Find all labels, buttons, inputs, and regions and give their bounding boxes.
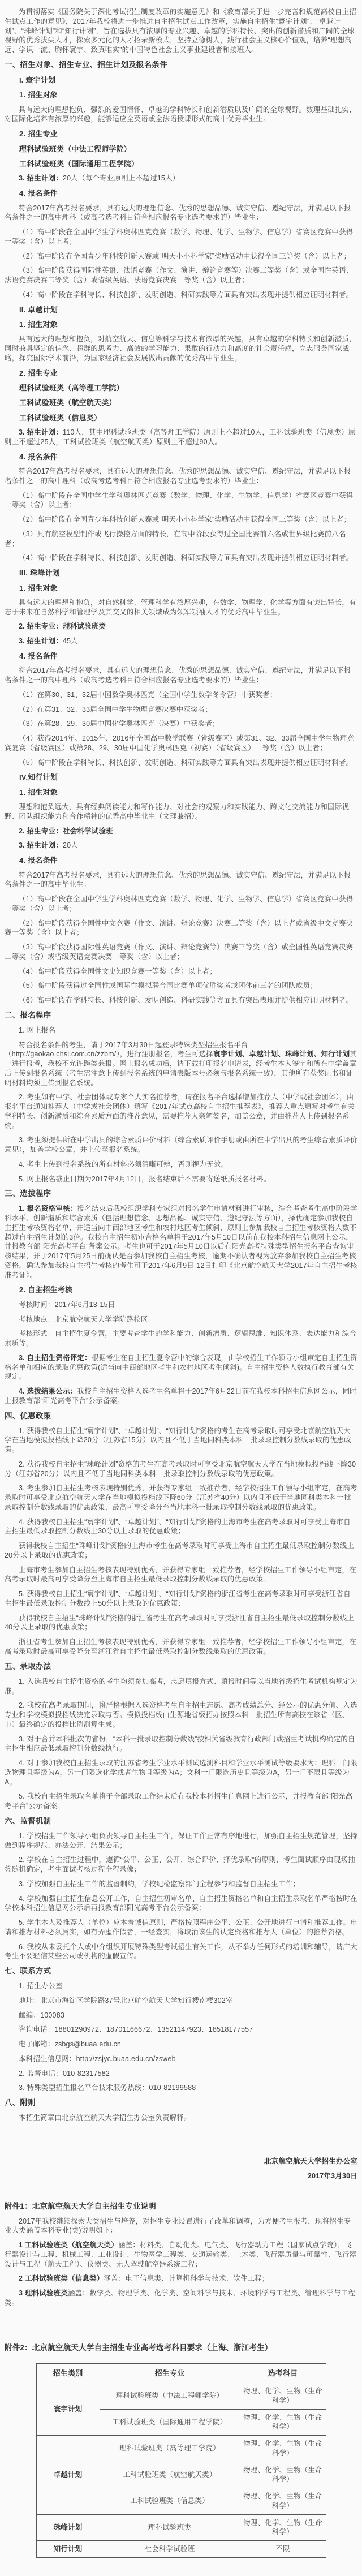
paragraph [5, 1894, 357, 1913]
paragraph [5, 1942, 357, 1962]
text: 3. 对于合并本科批次的省份，“本科一批录取控制分数线”按相关省级教育行政部门或招生考试机构确定的自主招生相应最低录取控制分数线执行。 [5, 1735, 355, 1753]
text: 4. 考生上传到报名系统的所有材料必须清晰可辨，否则视为无效。 [19, 1160, 229, 1168]
major-cell: 社会科学试验班 [100, 2541, 240, 2558]
bold-text: 3. 招生计划： [19, 637, 63, 646]
table-header-row [36, 2363, 326, 2383]
plan-category-cell: 珠峰计划 [36, 2514, 100, 2541]
text: （4）高中阶段在学科特长、科技创新、发明创造、科研实践等方面具有突出表现并提供相应证明材料者。 [19, 554, 354, 562]
paragraph [5, 428, 357, 447]
paragraph [5, 2289, 357, 2308]
section-5-heading [5, 1662, 357, 1672]
paragraph [5, 2217, 357, 2236]
text: （2）高中阶段获得全国性中文竞赛（作文、演讲、辩论竞赛）决赛二等奖（含）以上者或省级中文竞赛决赛一等奖（含）以上者； [5, 919, 354, 937]
paragraph [5, 967, 357, 977]
bold-text: 2 工科试验班类（信息类） [19, 2274, 104, 2283]
text: 根据考生在自主招生夏令营中的综合表现，由学校招生工作领导小组审定自主招生资格名单和相应的录取优惠政策(适当向中西部地区考生和农村地区考生倾斜)。自主招生资格人数执行教育部有关规定。 [5, 1353, 357, 1381]
text: 五、录取办法 [5, 1662, 51, 1671]
paragraph [5, 1329, 357, 1348]
sub-heading [5, 144, 357, 154]
text: 3. 考生参加自主招生考核表现特别优秀，并获得专家组一致推荐者，经学校招生工作领导小组审定，在高考录取时可享受北京航空航天大学在当地模拟投档线下降60分（江苏省40分）以内且不低于当地同科类本科一批录取控制分数线录取的优惠政策，最高可享受降分至当地本科一批录取控制分数线录取的优惠政策。 [5, 1484, 357, 1511]
text: （1）高中阶段在全国中学生学科奥林匹克竞赛（数学、物理、化学、生物学、信息学）省赛区竞赛中获得一等奖（含）以上者； [5, 228, 354, 246]
section-7-heading [5, 1966, 357, 1976]
paragraph [5, 1566, 357, 1585]
bold-text: 3. 招生计划： [19, 428, 63, 437]
paragraph [5, 515, 357, 524]
paragraph [5, 105, 357, 124]
text: 本招生简章由北京航空航天大学招生办公室负责解释。 [19, 2114, 191, 2122]
text: 1. 招生对象 [19, 320, 58, 329]
sub-heading [5, 90, 357, 100]
section-6-heading [5, 1816, 357, 1826]
text: 1. 入选我校自主招生资格的考生均须参加高考，志愿填报方式、填报时间等以当地省级招生考试机构规定为准。 [5, 1677, 357, 1695]
text: 5. 我校自主招生录取名单将于全部录取工作结束后在我校本科招生信息网上进行公示，并报教育部“阳光高考平台”公示备案。 [5, 1792, 353, 1810]
table-row [36, 2383, 326, 2410]
paragraph [5, 1541, 357, 1560]
text: 20人（每个专业原则上不超过15人） [63, 174, 180, 183]
text: （4）获得2014年、2015年、2016年全国高中数学联赛（省级赛区）或第31、32、33届全国中学生物理竞赛复赛（省级赛区）或第28、29、30届中国化学奥林匹克（初赛）（省级赛区）一等奖（含）以上者； [5, 734, 355, 752]
text: （4）高中阶段在学科特长、科技创新、发明创造、科研实践等方面具有突出表现并提供相应证明材料者。 [19, 290, 354, 299]
text: 北京航空航天大学招生办公室 [264, 2157, 357, 2165]
subjects-cell: 不限 [240, 2541, 326, 2558]
paragraph [5, 174, 357, 183]
text: （2）高中阶段在全国青少年科技创新大赛或“明天小小科学家”奖励活动中获得全国三等奖（含）以上者； [19, 252, 351, 260]
paragraph [5, 690, 357, 700]
text: 2. 学校在自主招生过程中，遵循“公平、公正、公开、综合评价、择优录取”的原则，考生面试顺序由现场抽签随机确定，考生面试考核过程全程录像； [5, 1856, 355, 1874]
plan-2-heading [5, 305, 357, 315]
major-cell: 理科试验班类（中法工程师学院） [100, 2383, 240, 2410]
bold-text: 1 工科试验班类（航空航天类） [19, 2241, 118, 2250]
text: （1）高中阶段在全国中学生学科奥林匹克竞赛（数学、物理、化学、生物学、信息学）省赛区竞赛中获得一等奖（含）以上者； [5, 491, 354, 509]
text: 涵盖：电子信息类、计算机科学与技术、软件工程； [104, 2274, 269, 2283]
plan-3-heading [5, 568, 357, 578]
email-line [5, 2040, 357, 2049]
hotline-line [5, 2083, 357, 2093]
bold-text: 1. 报名资格审核： [19, 1205, 77, 1213]
sub-heading [5, 413, 357, 423]
text: 八、附则 [5, 2098, 36, 2108]
table-row [36, 2541, 326, 2558]
sub-heading [5, 368, 357, 378]
text: 2. 自主招生考核 [19, 1285, 73, 1295]
plan-4-heading [5, 772, 357, 782]
text: 涵盖：数学类、物理学类、化学类、空间科学与技术、环境科学与工程类、管理科学与工程类。 [5, 2289, 356, 2307]
text: 4. 对于参加我校自主招生录取的江苏省考生学业水平测试选测科目和学业水平测试等级要求为：理科一门限选物理且等级为A，另一门限选化学或者生物且等级为A；文科一门限选历史且等级为A，另一门不限且等级为A。 [5, 1759, 357, 1786]
text: 附件1：北京航空航天大学自主招生专业说明 [5, 2201, 157, 2211]
signature-org [5, 2157, 357, 2166]
sub-heading [5, 320, 357, 329]
paragraph [5, 1637, 357, 1657]
text: 6. 我校从未委托个人或中介组织开展特殊类型考试招生有关工作，从不举办任何形式的培训和辅导，请广大考生不要轻信某些公司或机构的虚假宣传。 [5, 1942, 357, 1960]
paragraph [5, 1517, 357, 1537]
text: （5）高中阶段获得过全国性或国际性模拟联合国比赛单项优胜奖者或团体前三名的团队成员； [19, 982, 317, 990]
section-3-heading [5, 1189, 357, 1199]
paragraph [5, 1483, 357, 1512]
paragraph [5, 334, 357, 363]
paragraph [5, 1981, 357, 1991]
text: 理科试验班类（高等理工学院） [19, 383, 124, 392]
text: 考核形式：自主招生夏令营，主要考查学生的学科能力、创新潜质、逻辑思维、知识体系、表达能力和综合素质等。 [5, 1330, 356, 1348]
text: II. 卓越计划 [19, 305, 58, 314]
text: 地址：北京市海淀区学院路37号北京航空航天大学知行楼南楼302室 [19, 1996, 233, 2005]
paragraph [5, 1387, 357, 1406]
text: 获得我校自主招生“珠峰计划”资格的浙江省考生在高考录取时可享受浙江省自主招生最低录取控制分数线上40分以上录取的优惠政策； [5, 1614, 354, 1632]
paragraph [5, 802, 357, 822]
paragraph [5, 1701, 357, 1729]
paragraph [5, 1758, 357, 1787]
text: 1. 招生对象 [19, 91, 58, 100]
subjects-cell: 物理、化学、生物（生命科学） [240, 2436, 326, 2462]
paragraph [5, 2240, 357, 2269]
text: I. 寰宇计划 [19, 75, 56, 84]
paragraph [5, 758, 357, 768]
text: 六、监督机制 [5, 1816, 51, 1825]
paragraph [5, 1918, 357, 1937]
spacer [5, 2186, 357, 2196]
sub-heading [5, 452, 357, 462]
text: 2. 招生专业 [19, 130, 58, 139]
text: 工科试验班类（信息类） [19, 413, 102, 422]
bold-text: 3. 招生计划： [19, 174, 63, 183]
text: 45人 [63, 637, 79, 646]
paragraph [5, 1792, 357, 1811]
text: 一、招生对象、招生专业、招生计划及报名条件 [5, 60, 167, 69]
bold-text: 4. 选拔结果公示： [19, 1387, 77, 1396]
section-2-heading [5, 1010, 357, 1021]
text: 具有远大的理想抱负、强烈的爱国情怀、卓越的学科特长和创新潜质以及广阔的全球视野。数理基础扎实，对国际化培养有浓厚的兴趣，能够适应全英语或全法语授课形式的高中优秀毕业生。 [5, 105, 356, 123]
bold-text: 3. 招生计划： [19, 841, 63, 850]
text: 其一进行报考，我校不允许跨类兼报。网上报名成功后，请下载打印报名申请表，经考生本人签字和所在中学盖章后上传到报名系统（考生需注意上传到报名系统的申请表版本号必须与报名系统一致），其他所有获奖证书和证明材料均须上传到报名系统。 [5, 1050, 357, 1087]
plan-category-cell: 知行计划 [36, 2541, 100, 2558]
text: 符合2017年高考报名要求，具有远大的理想信念、优秀的思想品德、诚实守信、遵纪守法，并满足以下报名条件之一的高中毕业生： [5, 871, 351, 889]
paragraph [5, 1880, 357, 1889]
bold-text: 3 理科试验班类 [19, 2289, 68, 2298]
text: 2017年我校继续探索大类招生与培养，对招生专业设置进行了改革和调整，为方便考生报考，现将招生专业大类涵盖本科专业(类)说明如下： [5, 2217, 351, 2235]
text: （3）具有航空模型制作或飞行操控方面的特长，在高中阶段获得过全国比赛前六名或世界级比赛前八名者； [5, 530, 346, 548]
paragraph [5, 252, 357, 261]
text: 4. 学校加强自主招生信息公开工作，自主招生初审名单、自主招生资格名单和自主招生录取名单严格按时在学校本科招生信息网公示后再报教育部阳光高考平台公示备案； [5, 1894, 357, 1912]
text: 符合2017年高考报名要求，具有远大的理想信念、优秀的思想品德、诚实守信、遵纪守法，并满足以下报名条件之一的高中理科（或高考选考科目符合相应报名专业选考要求的）毕业生： [5, 467, 351, 485]
text: 涵盖：材料类、自动化类、电气类、飞行器动力工程（国家试点学院）、飞行器设计与工程、机械工程、工业设计、生物医学工程类、交通运输类、土木类、飞行器质量与可靠性、飞行器设计与工程（航天工程）、仪器类、无人驾驶航空器系统工程； [5, 2241, 357, 2268]
text: 咨询电话：18801290972、18701166672、13521147923、18518177557 [19, 2025, 253, 2034]
text: （1）在第30、31、32届中国数学奥林匹克（全国中学生数学冬令营）中获奖者； [19, 690, 277, 699]
attachment1-heading [5, 2201, 357, 2212]
text: 我校自主招生资格入选考生名单将于2017年6月22日前在我校本科招生信息网公示，同时上报教育部“阳光高考平台”公示备案。 [5, 1387, 357, 1405]
text: 4. 报名条件 [19, 452, 58, 461]
intro-paragraph [5, 7, 357, 55]
paragraph [5, 841, 357, 850]
text: 4. 获得我校自主招生“寰宇计划”、“卓越计划”、“知行计划”资格的上海市考生在高考录取时可享受上海市自主招生最低录取控制分数线上30分以上录取的优惠政策； [5, 1517, 351, 1536]
paragraph [5, 1040, 357, 1088]
section-4-heading [5, 1411, 357, 1421]
subjects-cell: 物理、化学、生物（生命科学） [240, 2514, 326, 2541]
text: 本科招生信息网：http://zsjyc.buaa.edu.cn/zsweb [19, 2054, 176, 2063]
sub-heading [5, 583, 357, 593]
text: 1. 招生对象 [19, 583, 58, 592]
text: 考核时间：2017年6月13-15日 [19, 1300, 115, 1309]
bold-text: 2. 招生专业： [19, 827, 63, 835]
text: 2. 获得我校自主招生“珠峰计划”资格的考生在高考录取时可享受北京航空航天大学在当地模拟投档线下降30分（江苏省20分）以内且不低于当地同科类本科一批录取控制分数线录取的优惠政策。 [5, 1460, 356, 1478]
text: 1. 招生办公室 [19, 1982, 63, 1990]
text: 2. 监督电话：010-82317582 [19, 2069, 110, 2078]
paragraph [5, 204, 357, 223]
subjects-cell: 物理、化学、生物（生命科学） [240, 2462, 326, 2488]
paragraph [5, 719, 357, 729]
table-header-cell: 招生专业 [100, 2363, 240, 2383]
text: 2. 考生如有中学、社会团体或专家个人实名推荐者，请在报名平台选择增加推荐人（中学或社会团体），由报名平台通知推荐人（中学或社会团体）填写《2017年试点高校自主招生推荐表》，推荐人重点填写对考生有关学科特长、创新潜质和综合素质方面的推荐意见，需要推荐人亲笔签名，加盖公章，并由推荐人上传到报名系统。 [5, 1093, 355, 1130]
text: 四、优惠政策 [5, 1411, 51, 1420]
table-row [36, 2514, 326, 2541]
text: 具有远大的理想和抱负，对自然科学、管理科学有浓厚兴趣，在数学、物理学、化学等方面有突出特长，有志于未来在自然科学和管理学及其交叉的相关领域成为领军领袖人才的优秀高中毕业生。 [5, 598, 356, 616]
major-cell: 工科试验班类（信息类） [100, 2488, 240, 2515]
table-header-cell: 招生类别 [36, 2363, 100, 2383]
sub-heading [5, 188, 357, 198]
paragraph [5, 553, 357, 563]
paragraph [5, 467, 357, 486]
paragraph [5, 598, 357, 617]
text: （3）高中阶段获得国际性英语竞赛（作文、演讲、辩论竞赛等）决赛三等奖（含）或全国性英语竞赛决赛二等奖（含）或省级英语竞赛决赛一等奖（含）以上者； [5, 943, 354, 961]
paragraph [5, 1831, 357, 1851]
text: （2）在第31、32、33届全国中学生物理竞赛决赛中获奖者； [19, 705, 213, 713]
text: （3）在第28、29、30届中国化学奥林匹克（决赛）中获奖者； [19, 720, 219, 728]
text: 为贯彻落实《国务院关于深化考试招生制度改革的实施意见》和《教育部关于进一步完善和规范高校自主招生试点工作的意见》，2017年我校将进一步推进自主招生试点工作改革，实施自主招生“寰宇计划”、“卓越计划”、“珠峰计划”和“知行计划”，旨在选拔具有浓厚的专业兴趣、卓越的学科特长、突出的创新潜质和广阔的全球视野的优秀拔尖人才，探索多元化的人才招录新模式，坚持立德树人，践行社会主义核心价值观，培养“理想高远、学识一流、胸怀寰宇、致真唯实”的中国特色社会主义事业建设者和接班人。 [5, 8, 356, 54]
spacer [5, 2313, 357, 2338]
paragraph [5, 705, 357, 715]
text: 符合2017年高考报名要求，具有远大的理想信念、优秀的思想品德、诚实守信、遵纪守法，并满足以下报名条件之一的高中理科（或高考选考科目符合相应报名专业选考要求的）毕业生： [5, 204, 351, 222]
plan-category-cell: 卓越计划 [36, 2436, 100, 2515]
paragraph [5, 1204, 357, 1280]
paragraph [5, 637, 357, 646]
paragraph [5, 1426, 357, 1455]
section-1-heading [5, 60, 357, 70]
sub-heading [5, 651, 357, 661]
major-cell: 工科试验班类（国际通用工程学院） [100, 2409, 240, 2436]
text: 4. 报名条件 [19, 651, 58, 660]
text: 工科试验班类（国际通用工程学院） [19, 159, 139, 168]
paragraph [5, 1160, 357, 1169]
paragraph [5, 266, 357, 285]
text: 3. 考生须提供所在中学出具的综合素质评价材料（综合素质评价手册或由所在中学出具的考生综合素质评价意见），加盖学校公章，并上传至报名系统。 [5, 1136, 357, 1154]
text: 110人，其中理科试验班类（高等理工学院）原则上不超过10人，工科试验班类（信息类）原则上不超过25人，工科试验班类（航空航天类）原则上不超过90人。 [5, 428, 356, 446]
text: IV.知行计划 [19, 773, 58, 782]
text: （1）高中阶段在全国中学生学科奥林匹克竞赛（数学、物理、化学、生物学、信息学）省赛区竞赛中获得一等奖（含）以上者； [5, 895, 354, 913]
website-line [5, 2054, 357, 2064]
text: 1. 招生对象 [19, 788, 58, 797]
sub-heading [5, 788, 357, 797]
text: 理科试验班类（中法工程师学院） [19, 144, 132, 153]
paragraph [5, 2274, 357, 2283]
text: 上海市考生参加自主招生考核表现特别优秀，并获得专家组一致推荐者，经学校招生工作领导小组审定，在高考录取时最高可享受降分至上海市自主招生最低录取控制分数线录取的优惠政策。 [5, 1566, 356, 1584]
paragraph [5, 996, 357, 1005]
paragraph [5, 1614, 357, 1633]
table-header-cell: 选考科目 [240, 2363, 326, 2383]
text: 2. 招生专业 [19, 368, 58, 377]
table-row [36, 2436, 326, 2462]
paragraph [5, 871, 357, 890]
text: 三、选拔程序 [5, 1189, 51, 1198]
paragraph [5, 894, 357, 914]
text: 3. 学校加强自主招生工作的监督制约，学校纪检监察部门全程参与和监督自主招生工作； [19, 1880, 300, 1888]
text: 1. 获得我校自主招生“寰宇计划”、“卓越计划”、“知行计划”资格的考生在高考录取时可享受北京航空航天大学在当地模拟投档线下降20分（江苏省15分）以内且不低于当地同科类本科一批录取控制分数线录取的优惠政策。 [5, 1426, 351, 1454]
text: 4. 报名条件 [19, 856, 58, 865]
paragraph [5, 530, 357, 549]
paragraph [5, 1093, 357, 1130]
paragraph [5, 2113, 357, 2123]
signature-date [5, 2171, 357, 2181]
major-cell: 工科试验班类（航空航天类） [100, 2462, 240, 2488]
bold-text: 社会科学试验班 [63, 827, 113, 835]
subjects-cell: 物理、化学、生物（生命科学） [240, 2409, 326, 2436]
paragraph [5, 227, 357, 247]
paragraph [5, 981, 357, 991]
supervision-phone-line [5, 2069, 357, 2079]
paragraph [5, 1136, 357, 1155]
text: 工科试验班类（航空航天类） [19, 398, 117, 407]
paragraph [5, 1589, 357, 1609]
sub-heading [5, 1285, 357, 1295]
text: 附件2：北京航空航天大学自主招生专业高考选考科目要求（上海、浙江考生） [5, 2343, 273, 2352]
text: 理想和抱负远大，具有经典阅读能力和写作能力、对社会的观察力和实践能力、跨文化交流能力和国际视野、团队组织能力和合作精神的优秀高中毕业生（文理兼招）。 [5, 803, 350, 820]
major-cell: 理科试验班类 [100, 2514, 240, 2541]
plan-1-heading [5, 75, 357, 85]
sub-heading [5, 159, 357, 169]
text: 20人 [63, 841, 79, 850]
paragraph [5, 1677, 357, 1696]
bold-text: 3. 自主招生资格评定： [19, 1353, 92, 1362]
spacer [5, 2128, 357, 2152]
paragraph [5, 943, 357, 962]
paragraph [5, 290, 357, 300]
paragraph [5, 734, 357, 753]
text: （2）高中阶段在全国青少年科技创新大赛或“明天小小科学家”奖励活动中获得全国三等奖（含）以上者； [19, 515, 351, 524]
text: 2. 我校在高考录取期间，将严格根据入选资格考生自主招生志愿、高考成绩总分、经公示的优惠分值、入选专业和学校模拟投档线决定录取与否。模拟投档线由生源地省级招办按照本科一批招生所有高校在该省（区、市）最终确定的投档比例测算生成。 [5, 1701, 357, 1728]
paragraph [5, 1026, 357, 1035]
text: 报名结束后我校组织学科专家组对报名学生申请材料进行审核，综合考查考生高中阶段学科水平、创新潜质和综合素质（包括理想信念、思想品德、诚实守信、遵纪守法等方面），择优确定参加我校自主招生考核资格名单，并适当向中西部地区考生和农村地区考生倾斜，原则上参加我校自主招生考核资格人数不超过自主招生计划的3倍。我校自主招生初审合格名单将于2017年5月10日以前在我校本科招生信息网上公示，并报教育部“阳光高考平台”备案公示。考生也可于2017年5月10日以后在阳光高考特殊类型招生报名平台查询审核结果，并于2017年5月25日前确认是否参加我校自主招生考核，逾期不确认者视为放弃参加我校自主招生考核资格。确认参加我校自主招生考核的考生可于2017年6月9日-12日打印《北京航空航天大学2017年自主招生考核准考证》。 [5, 1205, 357, 1279]
paragraph [5, 622, 357, 631]
paragraph [5, 1353, 357, 1382]
address-line [5, 1996, 357, 2006]
subjects-cell: 物理、化学、生物（生命科学） [240, 2488, 326, 2515]
phone-line [5, 2025, 357, 2035]
text: III. 珠峰计划 [19, 569, 60, 578]
text: 5. 网上报名截止日期为2017年4月12日，报名结束后不需要寄送纸质报名材料。 [19, 1175, 271, 1183]
sub-heading [5, 383, 357, 393]
major-cell: 理科试验班类（高等理工学院） [100, 2436, 240, 2462]
paragraph [5, 666, 357, 685]
sub-heading [5, 398, 357, 407]
paragraph [5, 919, 357, 938]
subject-requirements-table [36, 2363, 326, 2558]
text: 符合2017年高考报名要求，具有远大的理想信念、优秀的思想品德、诚实守信、遵纪守法，并满足以下报名条件之一的高中理科（或高考选考科目符合相应报名专业选考要求的）毕业生： [5, 666, 351, 685]
paragraph [5, 491, 357, 510]
text: 邮编：100083 [19, 2011, 65, 2019]
postcode-line [5, 2011, 357, 2020]
text: 4. 报名条件 [19, 189, 58, 198]
text: 3. 特殊类型招生报名平台技术服务热线：010-82199588 [19, 2084, 196, 2092]
paragraph [5, 1300, 357, 1310]
text: 获得我校自主招生“珠峰计划”资格的上海市考生在高考录取时可享受上海市自主招生最低录取控制分数线上20分以上录取的优惠政策； [5, 1542, 354, 1559]
paragraph [5, 1460, 357, 1479]
subjects-cell: 物理、化学、生物（生命科学） [240, 2383, 326, 2410]
plan-category-cell: 寰宇计划 [36, 2383, 100, 2436]
text: 浙江省考生参加自主招生考核表现特别优秀，并获得专家组一致推荐者，经学校招生工作领导小组审定，在高考录取时最高可享受降分至浙江省自主招生最低录取控制分数线录取的优惠政策。 [5, 1638, 356, 1655]
bold-text: 理科试验班类 [63, 622, 106, 631]
paragraph [5, 1855, 357, 1874]
text: （4）高中阶段获得全国性文史知识竞赛一等奖（含）以上者； [19, 967, 217, 975]
text: 七、联系方式 [5, 1967, 51, 1976]
text: 2017年3月30日 [307, 2171, 357, 2180]
text: 考核地点：北京航空航天大学学院路校区 [19, 1315, 148, 1323]
paragraph [5, 827, 357, 836]
paragraph [5, 1735, 357, 1754]
attachment2-heading [5, 2343, 357, 2353]
text: 二、报名程序 [5, 1010, 51, 1020]
text: 电子邮箱：zsbgs@buaa.edu.cn [19, 2040, 122, 2049]
section-8-heading [5, 2098, 357, 2108]
text: 1. 网上报名 [19, 1026, 56, 1034]
text: 5. 学生本人及推荐人（单位）应本着诚信原则，严格按照程序公平、公正、公开地进行申请和推荐工作。申请和推荐材料必须属实，如有弄虚作假者，一经查实，将取消该生的认定资格和推荐人（单位）的推荐资格。 [5, 1919, 357, 1936]
text: （3）高中阶段获得国际性英语、法语竞赛（作文、演讲、辩论竞赛等）决赛三等奖（含）或全国性英语、法语竞赛决赛二等奖（含）或省级英语、法语竞赛决赛一等奖（含）以上者； [5, 266, 354, 285]
text: （6）高中阶段在学科特长、科技创新、发明创造、科研实践等方面具有突出表现并提供相应证明材料者。 [19, 996, 354, 1005]
sub-heading [5, 129, 357, 139]
text: 1. 学校招生工作领导小组负责领导自主招生工作，保证工作正常有序地进行，加强自主招生规范管理，坚持做到程序规范、办法公开、结果公示； [5, 1831, 357, 1850]
sub-heading [5, 855, 357, 865]
text: 具有远大的理想和抱负，对航空航天、信息等科学与技术有浓厚的兴趣，具有卓越的学科特长和创新潜质，同时兼具坚定的信念、超群的思考力、高效的学习能力、果敢的行动力和高度的社会责任感，立志服务国家战略，探究国际学术前沿，为国家经济社会发展做出贡献的优秀高中毕业生。 [5, 335, 356, 362]
paragraph [5, 1175, 357, 1184]
paragraph [5, 1315, 357, 1324]
text: （5）高中阶段在学科特长、科技创新、发明创造、科研实践等方面具有突出表现并提供相应证明材料者。 [19, 758, 354, 767]
bold-text: 2. 招生专业： [19, 622, 63, 631]
text: 符合报名条件的考生，请于2017年3月30日起登录特殊类型招生报名平台（http://gaokao.chsi.com.cn/zzbm/），进行注册报名，考生可选择 [5, 1040, 248, 1059]
text: 5. 获得我校自主招生“寰宇计划”、“卓越计划”、“知行计划”资格的浙江省考生在高考录取时可享受浙江省自主招生最低录取控制分数线上50分以上录取的优惠政策； [5, 1590, 351, 1607]
bold-text: 寰宇计划、卓越计划、珠峰计划、知行计划 [213, 1050, 350, 1059]
